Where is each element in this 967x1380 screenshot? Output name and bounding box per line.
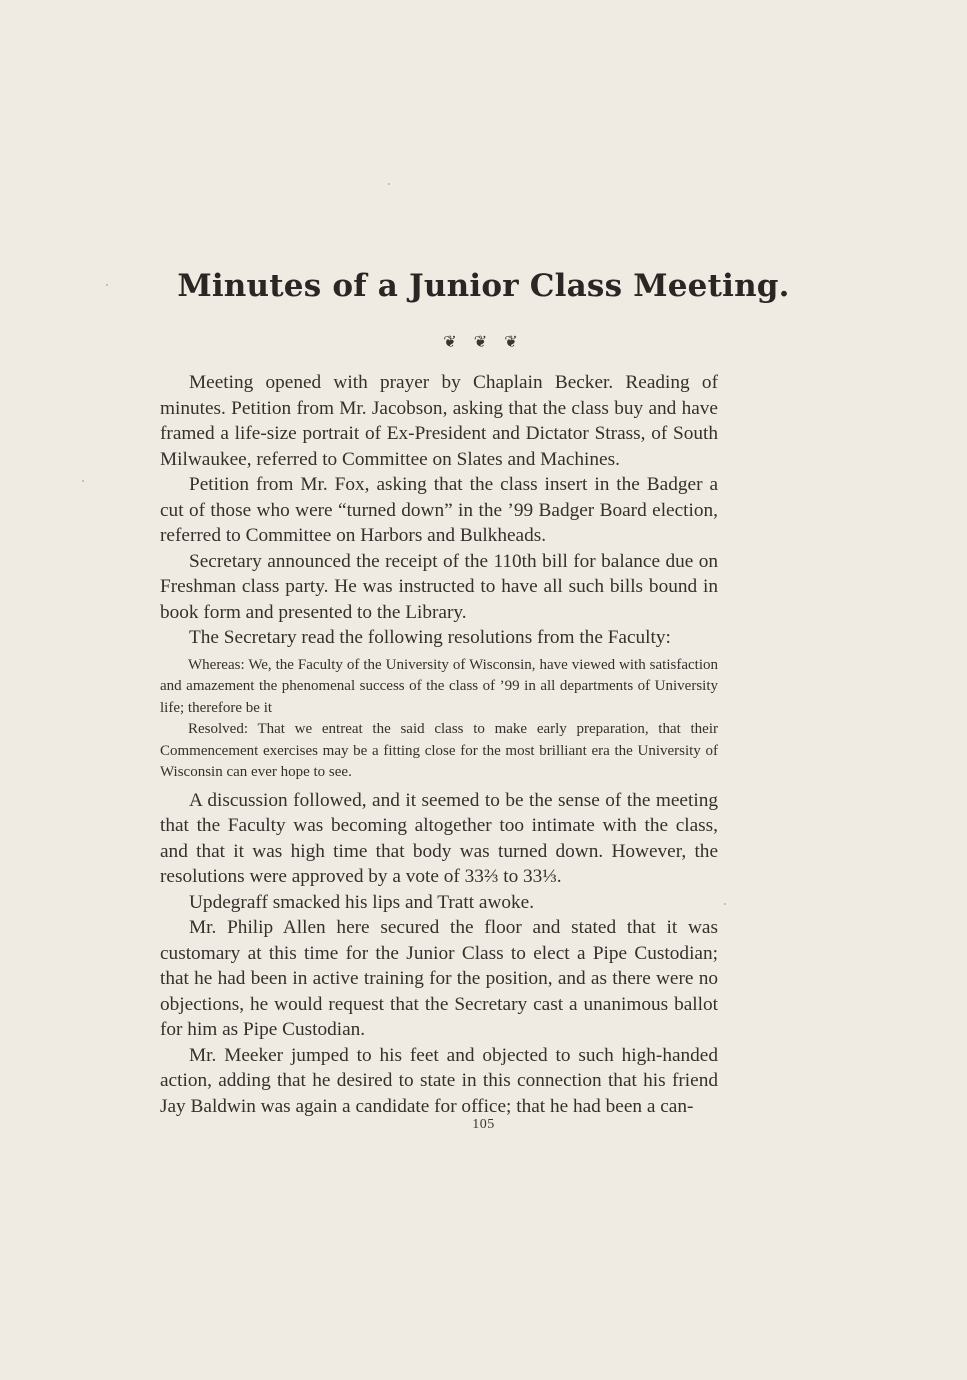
fleuron-ornament: ❦ ❦ ❦ xyxy=(443,332,524,351)
resolution-resolved: Resolved: That we entreat the said class to make early preparation, that their Commencement exercises may be a fitting close for the most brilliant era the University of Wisconsin can ever hope to see. xyxy=(160,721,718,780)
page-number: 105 xyxy=(472,1117,495,1132)
paragraph: Updegraff smacked his lips and Tratt awoke. xyxy=(189,891,535,913)
paragraph: Mr. Philip Allen here secured the floor and stated that it was customary at this time for the Junior Class to elect a Pipe Custodian; that he had been in active training for the position, and as there were no objections, he would request that the Secretary cast a unanimous ballot for him as Pipe Custodian. xyxy=(160,917,718,1040)
paragraph: Secretary announced the receipt of the 110th bill for balance due on Freshman class party. He was instructed to have all such bills bound in book form and presented to the Library. xyxy=(160,550,718,623)
paragraph: Mr. Meeker jumped to his feet and objected to such high-handed action, adding that he desired to state in this connection that his friend Jay Baldwin was again a candidate for office; that he had been a can- xyxy=(160,1044,718,1117)
resolution-whereas: Whereas: We, the Faculty of the University of Wisconsin, have viewed with satisfaction and amazement the phenomenal success of the class of ’99 in all departments of University life; therefore be it xyxy=(160,656,718,716)
page-title: Minutes of a Junior Class Meeting. xyxy=(177,268,790,304)
paragraph: The Secretary read the following resolutions from the Faculty: xyxy=(189,627,671,648)
paragraph: Meeting opened with prayer by Chaplain Becker. Reading of minutes. Petition from Mr. Jacobson, asking that the class buy and have framed a life-size portrait of Ex-President and Dictator Strass, of South Milwaukee, referred to Committee on Slates and Machines. xyxy=(160,372,718,470)
body-text xyxy=(160,370,718,1119)
paragraph: Petition from Mr. Fox, asking that the class insert in the Badger a cut of those who were “turned down” in the ’99 Badger Board election, referred to Committee on Harbors and Bulkheads. xyxy=(160,474,718,546)
faculty-resolutions xyxy=(160,655,718,784)
paper-speck xyxy=(388,183,390,185)
paper-speck xyxy=(82,480,84,482)
paper-speck xyxy=(724,903,726,905)
paragraph: A discussion followed, and it seemed to be the sense of the meeting that the Faculty was becoming altogether too intimate with the class, and that it was high time that body was turned down. However, the resolutions were approved by a vote of 33⅔ to 33⅓. xyxy=(160,789,718,887)
